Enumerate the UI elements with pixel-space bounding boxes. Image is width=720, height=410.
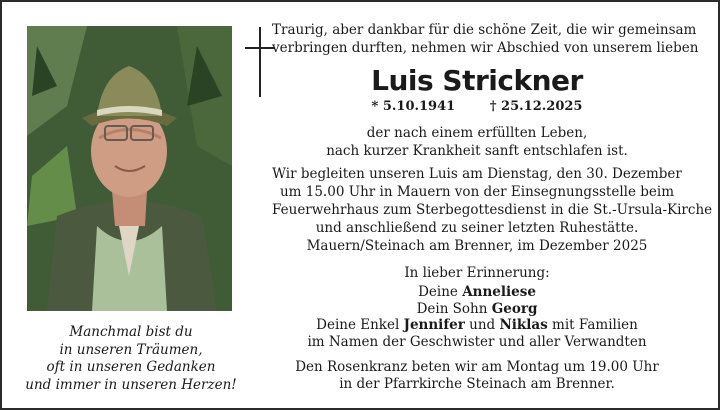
intro-text bbox=[272, 21, 699, 57]
mourner-son bbox=[272, 301, 682, 318]
mourner-prefix: Deine bbox=[418, 284, 463, 300]
quote-line: und immer in unseren Herzen! bbox=[25, 376, 237, 393]
funeral-line: Feuerwehrhaus zum Sterbegottesdienst in die St.-Ursula-Kirche bbox=[272, 202, 713, 218]
place-date: Mauern/Steinach am Brenner, im Dezember 2025 bbox=[306, 238, 648, 254]
birth-date: * 5.10.1941 bbox=[371, 99, 456, 114]
funeral-details bbox=[272, 165, 713, 237]
quote-line: oft in unseren Gedanken bbox=[46, 359, 216, 375]
rosary-line: in der Pfarrkirche Steinach am Brenner. bbox=[339, 376, 615, 392]
memorial-quote bbox=[16, 324, 246, 394]
intro-line: verbringen durften, nehmen wir Abschied von unserem lieben bbox=[272, 40, 699, 56]
mourner-conjunction: und bbox=[464, 317, 500, 333]
mourner-name: Georg bbox=[491, 300, 538, 317]
mourner-prefix: Deine Enkel bbox=[316, 317, 404, 333]
rosary-notice bbox=[272, 359, 682, 393]
funeral-line: um 15.00 Uhr in Mauern von der Einsegnungsstelle beim bbox=[279, 184, 675, 200]
mourner-name: Niklas bbox=[499, 317, 548, 333]
mourner-name: Anneliese bbox=[462, 284, 536, 300]
funeral-line: und anschließend zu seiner letzten Ruhestätte. bbox=[315, 220, 639, 236]
mourner-name: Jennifer bbox=[403, 317, 465, 333]
passing-text bbox=[272, 124, 682, 160]
mourner-others: im Namen der Geschwister und aller Verwandten bbox=[307, 333, 647, 350]
intro-line: Traurig, aber dankbar für die schöne Zeit, die wir gemeinsam bbox=[272, 22, 697, 38]
life-dates bbox=[272, 98, 682, 115]
passing-line: nach kurzer Krankheit sanft entschlafen ist. bbox=[326, 143, 628, 159]
quote-line: in unseren Träumen, bbox=[59, 341, 203, 358]
mourner-wife bbox=[272, 284, 682, 301]
deceased-name: Luis Strickner bbox=[371, 64, 583, 97]
mourners-list bbox=[272, 284, 682, 350]
mourner-prefix: Dein Sohn bbox=[416, 300, 492, 317]
funeral-line: Wir begleiten unseren Luis am Dienstag, den 30. Dezember bbox=[272, 166, 682, 182]
quote-line: Manchmal bist du bbox=[69, 324, 193, 340]
death-date: † 25.12.2025 bbox=[489, 99, 583, 114]
mourner-suffix: mit Familien bbox=[547, 317, 638, 333]
portrait-photo bbox=[27, 26, 232, 311]
cross-icon bbox=[245, 27, 275, 97]
remembrance-heading: In lieber Erinnerung: bbox=[404, 265, 550, 281]
passing-line: der nach einem erfüllten Leben, bbox=[366, 125, 588, 141]
rosary-line: Den Rosenkranz beten wir am Montag um 19.00 Uhr bbox=[295, 359, 659, 375]
mourner-grandchildren bbox=[272, 317, 682, 334]
